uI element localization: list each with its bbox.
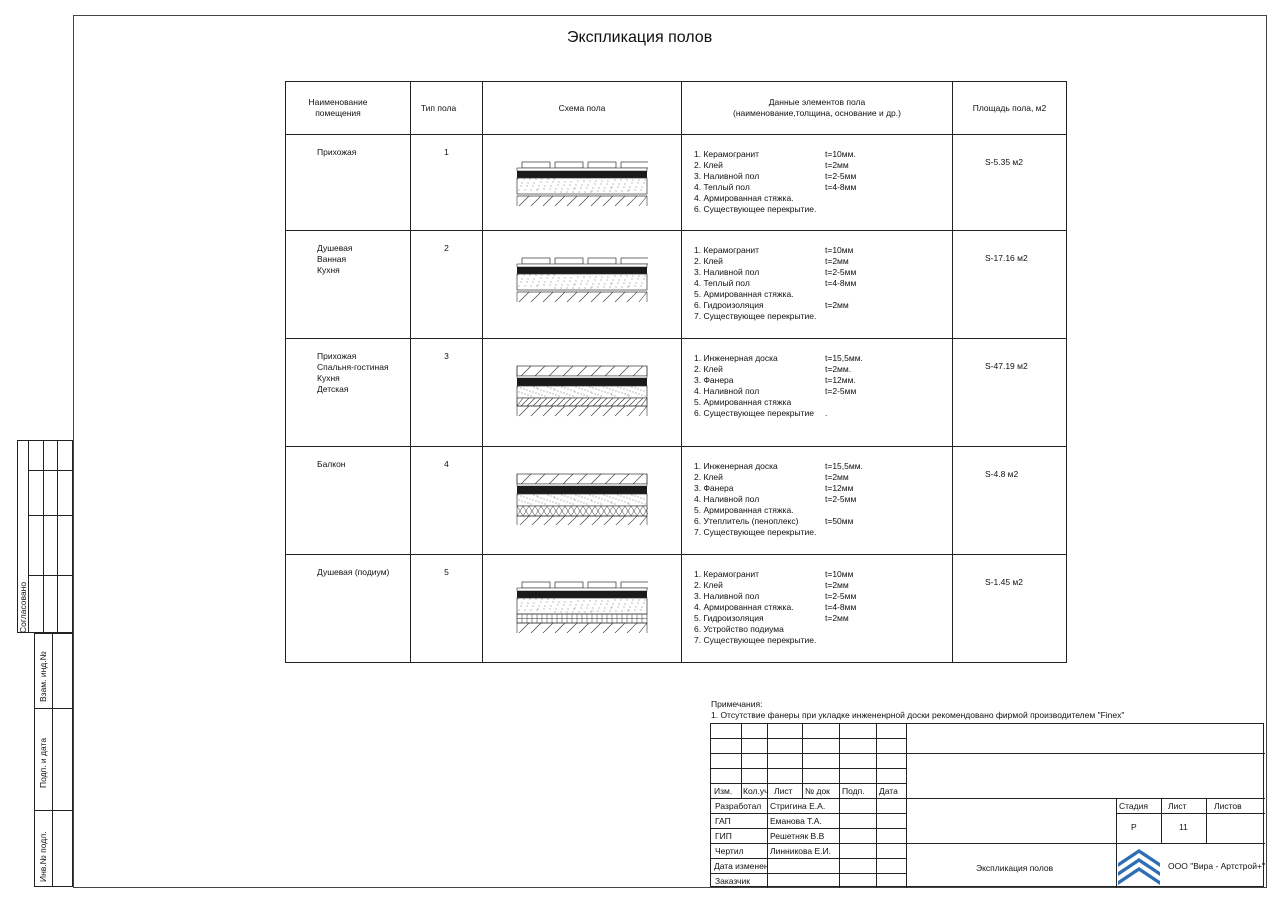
layer-thickness: t=4-8мм xyxy=(825,602,857,612)
area-cell: S-4.8 м2 xyxy=(953,447,1067,555)
company-name: ООО "Вира - Артстрой+" xyxy=(1168,861,1265,871)
vzam-label: Взам. инд.№ xyxy=(38,651,48,702)
table-row xyxy=(286,555,1067,663)
layer-thickness: t=2-5мм xyxy=(825,386,857,396)
layer-thickness: t=2-5мм xyxy=(825,171,857,181)
table-row xyxy=(286,339,1067,447)
role-gap: ГАП xyxy=(715,816,731,826)
room-name: Прихожая xyxy=(317,351,357,361)
layer-name: 6. Утеплитель (пеноплекс) xyxy=(694,516,799,526)
layer-line xyxy=(694,171,952,182)
layer-thickness: t=2мм. xyxy=(825,364,852,374)
inv-label: Инв.№ подл. xyxy=(38,831,48,882)
room-name: Детская xyxy=(317,384,349,394)
layer-line xyxy=(694,569,952,580)
room-name: Прихожая xyxy=(317,147,357,157)
room-name: Кухня xyxy=(317,373,340,383)
layer-name: 3. Наливной пол xyxy=(694,267,760,277)
role-customer: Заказчик xyxy=(715,876,750,886)
layer-thickness: t=12мм. xyxy=(825,375,856,385)
name-gip: Решетняк В.В xyxy=(770,831,825,841)
col-label-izm: Изм. xyxy=(714,786,733,796)
layer-line xyxy=(694,267,952,278)
layer-name: 1. Инженерная доска xyxy=(694,353,778,363)
layer-name: 1. Инженерная доска xyxy=(694,461,778,471)
role-date-changed: Дата изменен xyxy=(714,861,769,871)
layer-line xyxy=(694,353,952,364)
layer-line xyxy=(694,613,952,624)
header-area: Площадь пола, м2 xyxy=(953,82,1067,135)
floor-section-diagram xyxy=(516,257,648,309)
notes xyxy=(711,699,1124,721)
layer-name: 4. Армированная стяжка. xyxy=(694,602,794,612)
room-name: Душевая (подиум) xyxy=(317,567,390,577)
floor-scheme-cell xyxy=(483,231,682,339)
title-block xyxy=(710,723,1264,887)
sheet-value: 11 xyxy=(1179,822,1188,832)
layer-line xyxy=(694,289,952,300)
layer-name: 2. Клей xyxy=(694,364,723,374)
notes-heading: Примечания: xyxy=(711,699,763,709)
layer-thickness: t=15,5мм. xyxy=(825,461,863,471)
layer-name: 6. Устройство подиума xyxy=(694,624,784,634)
area-cell: S-1.45 м2 xyxy=(953,555,1067,663)
layer-line xyxy=(694,516,952,527)
layer-line xyxy=(694,182,952,193)
layer-thickness: . xyxy=(825,408,828,418)
stage-value: Р xyxy=(1131,822,1137,832)
header-scheme: Схема пола xyxy=(483,82,682,135)
role-developer: Разработал xyxy=(715,801,762,811)
name-drafter: Линникова Е.И. xyxy=(770,846,832,856)
layer-thickness: t=12мм xyxy=(825,483,854,493)
layer-thickness: t=2мм xyxy=(825,300,849,310)
layer-line xyxy=(694,397,952,408)
layer-line xyxy=(694,256,952,267)
layer-line xyxy=(694,278,952,289)
layer-line xyxy=(694,461,952,472)
table-row xyxy=(286,447,1067,555)
layer-line xyxy=(694,160,952,171)
company-logo-icon xyxy=(1118,845,1160,887)
layer-name: 2. Клей xyxy=(694,580,723,590)
layer-data-cell xyxy=(682,231,953,339)
layer-thickness: t=10мм. xyxy=(825,149,856,159)
layer-name: 4. Наливной пол xyxy=(694,386,760,396)
table-header-row xyxy=(286,82,1067,135)
layer-thickness: t=2-5мм xyxy=(825,494,857,504)
sheet-label: Лист xyxy=(1168,801,1187,811)
layer-name: 6. Существующее перекрытие. xyxy=(694,204,817,214)
room-name: Балкон xyxy=(317,459,346,469)
floor-section-diagram xyxy=(516,161,648,213)
layer-name: 4. Теплый пол xyxy=(694,182,750,192)
layer-name: 1. Керамогранит xyxy=(694,245,760,255)
floor-type-cell: 1 xyxy=(411,135,483,231)
layer-line xyxy=(694,193,952,204)
layer-name: 2. Клей xyxy=(694,160,723,170)
layer-name: 6. Гидроизоляция xyxy=(694,300,764,310)
layer-thickness: t=50мм xyxy=(825,516,854,526)
header-layer-data xyxy=(682,82,953,135)
layer-thickness: t=2-5мм xyxy=(825,591,857,601)
layer-thickness: t=10мм xyxy=(825,245,854,255)
layer-thickness: t=2-5мм xyxy=(825,267,857,277)
layer-thickness: t=4-8мм xyxy=(825,182,857,192)
room-names-cell xyxy=(286,555,411,663)
layer-line xyxy=(694,505,952,516)
room-names-cell xyxy=(286,231,411,339)
layer-name: 2. Клей xyxy=(694,256,723,266)
layer-line xyxy=(694,149,952,160)
sheets-label: Листов xyxy=(1214,801,1242,811)
layer-thickness: t=10мм xyxy=(825,569,854,579)
col-label-kol: Кол.уч xyxy=(743,786,769,796)
layer-thickness: t=15,5мм. xyxy=(825,353,863,363)
role-drafter: Чертил xyxy=(715,846,744,856)
layer-name: 4. Армированная стяжка. xyxy=(694,193,794,203)
room-name: Спальня-гостиная xyxy=(317,362,389,372)
floor-scheme-cell xyxy=(483,447,682,555)
layer-name: 4. Теплый пол xyxy=(694,278,750,288)
room-names-cell xyxy=(286,339,411,447)
header-floor-type: Тип пола xyxy=(411,82,483,135)
layer-name: 5. Армированная стяжка. xyxy=(694,505,794,515)
layer-line xyxy=(694,580,952,591)
floor-scheme-cell xyxy=(483,339,682,447)
header-room-name: Наименование помещения xyxy=(286,82,411,135)
col-label-list: Лист xyxy=(774,786,793,796)
table-row xyxy=(286,135,1067,231)
layer-thickness: t=2мм xyxy=(825,256,849,266)
layer-data-cell xyxy=(682,135,953,231)
layer-name: 5. Армированная стяжка. xyxy=(694,289,794,299)
floor-scheme-cell xyxy=(483,555,682,663)
area-cell: S-5.35 м2 xyxy=(953,135,1067,231)
col-label-doc: № док xyxy=(805,786,830,796)
layer-thickness: t=2мм xyxy=(825,580,849,590)
stage-label: Стадия xyxy=(1119,801,1148,811)
layer-line xyxy=(694,245,952,256)
layer-line xyxy=(694,375,952,386)
layer-name: 7. Существующее перекрытие. xyxy=(694,635,817,645)
layer-thickness: t=2мм xyxy=(825,472,849,482)
header-layer-data-line1: Данные элементов пола xyxy=(768,97,866,107)
room-names-cell xyxy=(286,447,411,555)
floor-type-cell: 4 xyxy=(411,447,483,555)
left-approval-strip xyxy=(17,440,73,887)
layer-line xyxy=(694,364,952,375)
name-developer: Стригина Е.А. xyxy=(770,801,826,811)
layer-line xyxy=(694,494,952,505)
layer-line xyxy=(694,386,952,397)
layer-name: 5. Армированная стяжка xyxy=(694,397,792,407)
table-row xyxy=(286,231,1067,339)
layer-name: 1. Керамогранит xyxy=(694,569,760,579)
layer-data-cell xyxy=(682,555,953,663)
floor-section-diagram xyxy=(516,473,648,525)
role-gip: ГИП xyxy=(715,831,732,841)
floor-explication-table xyxy=(285,81,1067,663)
layer-thickness: t=4-8мм xyxy=(825,278,857,288)
layer-name: 1. Керамогранит xyxy=(694,149,760,159)
layer-line xyxy=(694,591,952,602)
layer-name: 5. Гидроизоляция xyxy=(694,613,764,623)
floor-type-cell: 2 xyxy=(411,231,483,339)
layer-line xyxy=(694,204,952,215)
layer-line xyxy=(694,624,952,635)
floor-type-cell: 5 xyxy=(411,555,483,663)
col-label-date: Дата xyxy=(879,786,898,796)
layer-thickness: t=2мм xyxy=(825,160,849,170)
floor-section-diagram xyxy=(516,581,648,633)
area-cell: S-17.16 м2 xyxy=(953,231,1067,339)
header-layer-data-line2: (наименование,толщина, основание и др.) xyxy=(733,108,901,118)
layer-name: 3. Фанера xyxy=(694,483,734,493)
col-label-podp: Подп. xyxy=(842,786,865,796)
room-name: Душевая xyxy=(317,243,353,253)
area-cell: S-47.19 м2 xyxy=(953,339,1067,447)
room-names-cell xyxy=(286,135,411,231)
layer-line xyxy=(694,635,952,646)
layer-name: 3. Наливной пол xyxy=(694,171,760,181)
podp-label: Подп. и дата xyxy=(38,737,48,788)
room-name: Кухня xyxy=(317,265,340,275)
layer-line xyxy=(694,527,952,538)
floor-type-cell: 3 xyxy=(411,339,483,447)
page-title: Экспликация полов xyxy=(567,29,713,46)
drawing-title: Экспликация полов xyxy=(976,863,1054,873)
room-name: Ванная xyxy=(317,254,347,264)
layer-name: 4. Наливной пол xyxy=(694,494,760,504)
floor-section-diagram xyxy=(516,365,648,417)
layer-name: 6. Существующее перекрытие xyxy=(694,408,814,418)
notes-line: 1. Отсутствие фанеры при укладке инжененрной доски рекомендовано фирмой производителем "Finex" xyxy=(711,710,1125,720)
layer-name: 7. Существующее перекрытие. xyxy=(694,527,817,537)
layer-data-cell xyxy=(682,447,953,555)
floor-scheme-cell xyxy=(483,135,682,231)
agreed-label: Согласовано xyxy=(18,581,28,633)
layer-data-cell xyxy=(682,339,953,447)
layer-line xyxy=(694,472,952,483)
name-gap: Еманова Т.А. xyxy=(770,816,822,826)
layer-line xyxy=(694,300,952,311)
layer-line xyxy=(694,602,952,613)
layer-name: 2. Клей xyxy=(694,472,723,482)
layer-name: 3. Наливной пол xyxy=(694,591,760,601)
layer-line xyxy=(694,408,952,419)
layer-line xyxy=(694,483,952,494)
layer-name: 3. Фанера xyxy=(694,375,734,385)
layer-name: 7. Существующее перекрытие. xyxy=(694,311,817,321)
layer-line xyxy=(694,311,952,322)
layer-thickness: t=2мм xyxy=(825,613,849,623)
